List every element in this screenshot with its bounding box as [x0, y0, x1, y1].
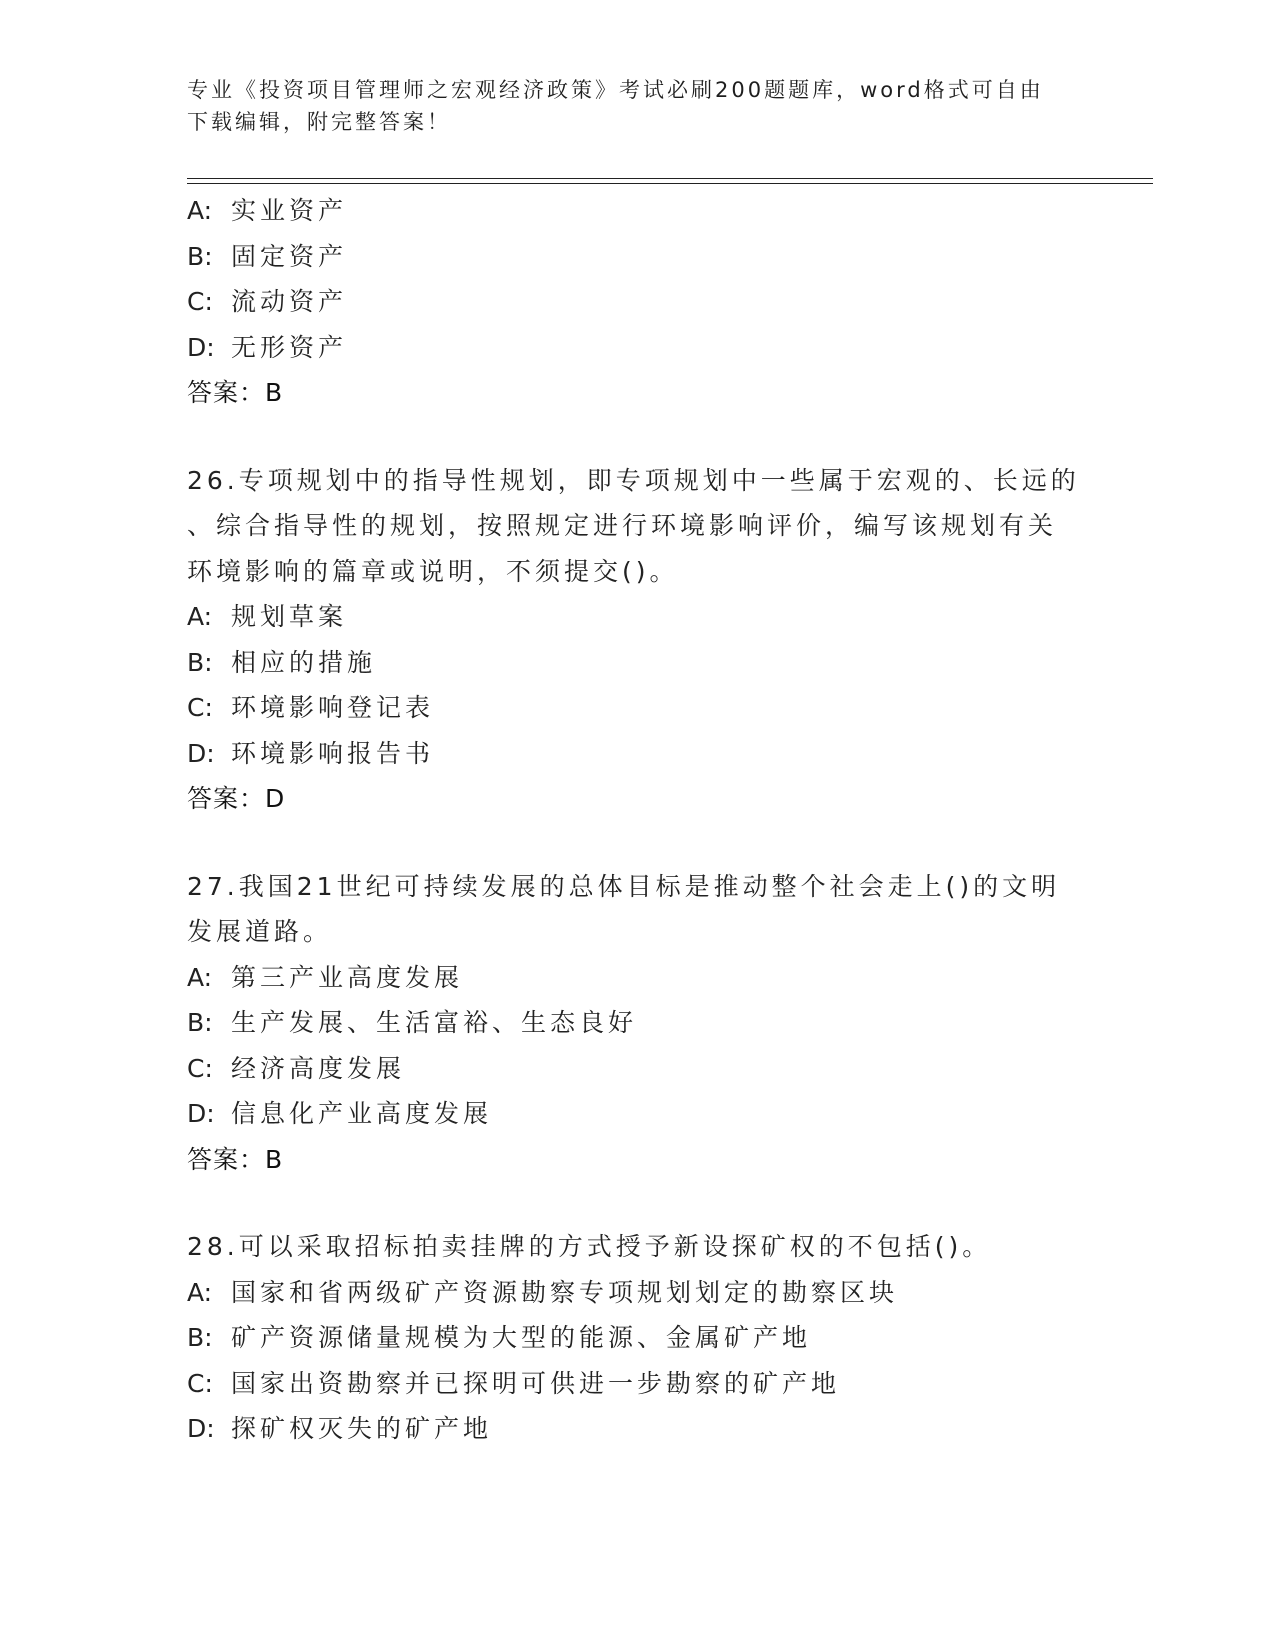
question-28-block — [187, 1224, 1087, 1452]
question-text-line: 环境影响的篇章或说明，不须提交()。 — [187, 556, 679, 586]
option-b: B: 生产发展、生活富裕、生态良好 — [187, 1008, 638, 1037]
question-26-block — [187, 458, 1087, 822]
answer-label: 答案：D — [187, 784, 286, 813]
header-line-2: 下载编辑，附完整答案！ — [187, 110, 451, 134]
document-header — [187, 74, 1067, 138]
option-c: C: 流动资产 — [187, 287, 348, 316]
answer-label: 答案：B — [187, 1144, 284, 1174]
question-text-line: 27.我国21世纪可持续发展的总体目标是推动整个社会走上()的文明 — [187, 871, 1061, 901]
header-line-1: 专业《投资项目管理师之宏观经济政策》考试必刷200题题库，word格式可自由 — [187, 78, 1044, 102]
option-d: D: 信息化产业高度发展 — [187, 1099, 493, 1128]
option-c: C: 国家出资勘察并已探明可供进一步勘察的矿产地 — [187, 1368, 841, 1398]
question-text-line: 28.可以采取招标拍卖挂牌的方式授予新设探矿权的不包括()。 — [187, 1232, 992, 1261]
question-25-block — [187, 188, 1087, 416]
question-text-line: 26.专项规划中的指导性规划，即专项规划中一些属于宏观的、长远的 — [187, 465, 1080, 495]
option-b: B: 固定资产 — [187, 241, 348, 271]
option-d: D: 探矿权灭失的矿产地 — [187, 1414, 493, 1443]
option-a: A: 第三产业高度发展 — [187, 962, 464, 992]
option-c: C: 环境影响登记表 — [187, 693, 435, 722]
option-a: A: 规划草案 — [187, 602, 348, 631]
answer-label: 答案：B — [187, 378, 284, 407]
option-c: C: 经济高度发展 — [187, 1053, 406, 1083]
option-b: B: 矿产资源储量规模为大型的能源、金属矿产地 — [187, 1323, 812, 1352]
header-divider — [187, 178, 1153, 184]
option-a: A: 实业资产 — [187, 196, 348, 225]
option-a: A: 国家和省两级矿产资源勘察专项规划划定的勘察区块 — [187, 1277, 899, 1307]
question-content — [187, 188, 1087, 1452]
question-text-line: 发展道路。 — [187, 917, 333, 946]
option-d: D: 无形资产 — [187, 332, 348, 362]
option-d: D: 环境影响报告书 — [187, 738, 435, 768]
question-27-block — [187, 864, 1087, 1183]
option-b: B: 相应的措施 — [187, 647, 377, 677]
question-text-line: 、综合指导性的规划，按照规定进行环境影响评价，编写该规划有关 — [187, 511, 1058, 540]
